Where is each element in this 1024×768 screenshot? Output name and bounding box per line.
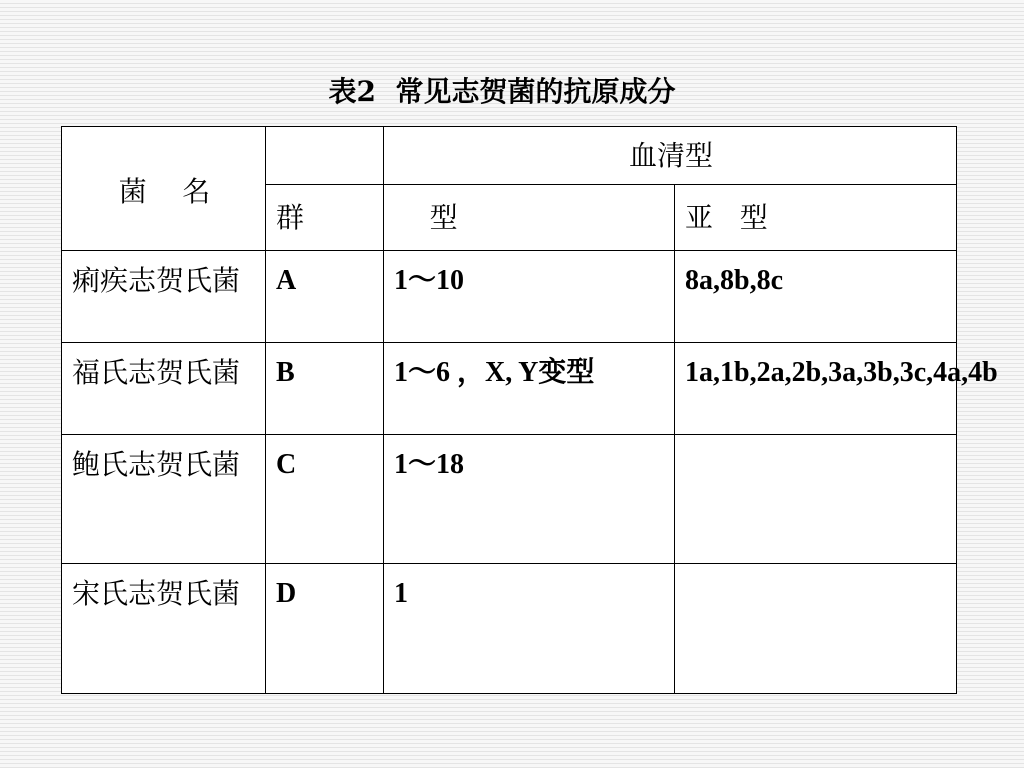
table-row xyxy=(62,343,957,435)
subtype-value: 1a,1b,2a,2b,3a,3b,3c,4a,4b xyxy=(675,343,957,435)
slide-title: 表2 常见志贺菌的抗原成分 xyxy=(328,75,676,108)
bacteria-name: 痢疾志贺氏菌 xyxy=(62,251,266,343)
header-serotype: 血清型 xyxy=(384,127,957,185)
type-value: 1～10 xyxy=(384,251,675,343)
header-empty-cell xyxy=(266,127,384,185)
subtype-value xyxy=(675,564,957,694)
antigen-table xyxy=(61,126,998,694)
bacteria-name: 鲍氏志贺氏菌 xyxy=(62,435,266,564)
header-row-top xyxy=(62,127,957,185)
group-value: B xyxy=(266,343,384,435)
header-subtype: 亚 型 xyxy=(675,185,957,251)
table-row xyxy=(62,564,957,694)
header-type: 型 xyxy=(384,185,675,251)
type-value: 1 xyxy=(384,564,675,694)
table-row xyxy=(62,251,957,343)
group-value: C xyxy=(266,435,384,564)
type-value: 1～18 xyxy=(384,435,675,564)
table-row xyxy=(62,435,957,564)
bacteria-name: 宋氏志贺氏菌 xyxy=(62,564,266,694)
bacteria-name: 福氏志贺氏菌 xyxy=(62,343,266,435)
header-bacteria-name: 菌 名 xyxy=(62,127,266,251)
type-value: 1～6 ，X, Y变型 xyxy=(384,343,675,435)
group-value: A xyxy=(266,251,384,343)
group-value: D xyxy=(266,564,384,694)
subtype-value xyxy=(675,435,957,564)
header-group: 群 xyxy=(266,185,384,251)
subtype-value: 8a,8b,8c xyxy=(675,251,957,343)
